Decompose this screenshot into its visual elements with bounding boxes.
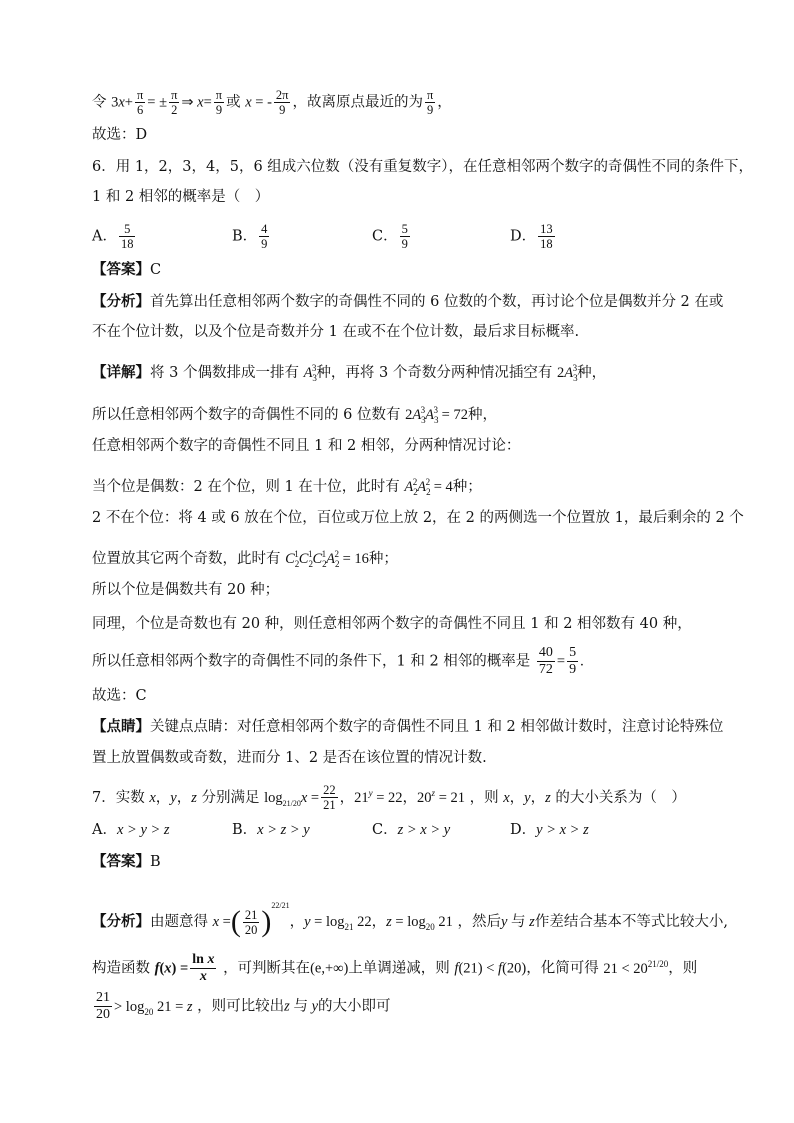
detail-6-line-7: 所以个位是偶数共有 20 种； [92,582,280,598]
detail-6-line-2: 所以任意相邻两个数字的奇偶性不同的 6 位数有 $2A_3^3A_3^3 = 72$种， [92,405,497,425]
option-6-c: C． $\frac{5}{9}$ [372,222,408,251]
detail-6-line-5: 2 不在个位：将 4 或 6 放在个位，百位或万位上放 2，在 2 的两侧选一个位置放 1，最后剩余的 2 个 [92,510,744,526]
analysis-7-line-2: 构造函数 f(x) = $\frac{\text{ln x}}{x}$ ，可判断其在(e,+∞)上单调递减，则 f(21) < f(20)，化简可得 $21 < 20^{21/20}$，则 [92,952,698,984]
detail-6-line-1: 【详解】将 3 个偶数排成一排有 $A_3^3$种，再将 3 个奇数分两种情况插空有 $2A_3^3$种， [92,363,607,383]
text: 令 [92,94,107,111]
answer-choice-line: 故选：D [92,127,148,143]
key-point-6-line-2: 置上放置偶数或奇数，进而分 1、2 是否在该位置的情况计数. [92,750,487,766]
option-6-a: A． $\frac{5}{18}$ [92,222,134,251]
answer-choice-6: 故选：C [92,688,147,704]
detail-6-line-6: 位置放其它两个奇数，此时有 $C_2^1C_2^1C_2^1A_2^2 = 16$种； [92,549,398,569]
detail-6-line-8: 同理，个位是奇数也有 20 种，则任意相邻两个数字的奇偶性不同且 1 和 2 相邻数有 40 种， [92,616,692,632]
text: ，故离原点最近的为 [292,94,423,111]
option-6-b: B． $\frac{4}{9}$ [232,222,268,251]
analysis-6-line-1: 【分析】首先算出任意相邻两个数字的奇偶性不同的 6 位数的个数，再讨论个位是偶数并分 2 在或 [92,293,724,310]
analysis-7-line-1: 【分析】由题意得 x =( $\frac{21}{20}$ )$^{22/21}$，$y = \log_{21} 22$，$z = \log_{20} 21$ ，然后y 与 z作差结合基本不等式比较大小, [92,901,728,938]
key-point-6-line-1: 【点睛】关键点点睛：对任意相邻两个数字的奇偶性不同且 1 和 2 相邻做计数时，注意讨论特殊位 [92,718,724,735]
option-7-a: A．x > y > z [92,822,170,838]
question-6-line-2: 1 和 2 相邻的概率是（ ） [92,189,270,205]
line-solution-5-tail: 令 3x+ $\frac{\pi}{6}$ = ± $\frac{\pi}{2}$ ⇒ x= $\frac{\pi}{9}$ 或 x = - $\frac{2\pi}{9}$ ，故离原点最近的为 $\frac{\pi}{9}$ ， [92,88,452,117]
answer-6: 【答案】C [92,261,162,278]
option-7-c: C．z > x > y [372,822,451,838]
analysis-7-line-3: $\frac{21}{20}$ > $\log_{20} 21 = z$ ，则可比较出z 与 y的大小即可 [96,990,391,1022]
answer-7: 【答案】B [92,853,161,870]
question-7-line: 7．实数 x，y，z 分别满足 $\log_{21/20}x$ = $\frac{22}{21}$ ，$21^y = 22$，$20^z = 21$ ，则 x，y，z 的大小关系为（ ） [92,783,686,813]
option-7-d: D．y > x > z [510,822,589,838]
analysis-6-line-2: 不在个位计数，以及个位是奇数并分 1 在或不在个位计数，最后求目标概率. [92,324,580,340]
option-6-d: D． $\frac{13}{18}$ [510,222,553,251]
detail-6-line-3: 任意相邻两个数字的奇偶性不同且 1 和 2 相邻，分两种情况讨论： [92,438,521,454]
detail-6-line-9: 所以任意相邻两个数字的奇偶性不同的条件下，1 和 2 相邻的概率是 $\frac{40}{72}$ = $\frac{5}{9}$ . [92,645,584,677]
detail-6-line-4: 当个位是偶数：2 在个位，则 1 在十位，此时有 $A_2^2A_2^2 = 4$种； [92,477,482,497]
question-6-line-1: 6．用 1，2，3，4，5，6 组成六位数（没有重复数字），在任意相邻两个数字的奇偶性不同的条件下， [92,159,754,175]
option-7-b: B．x > z > y [232,822,310,838]
